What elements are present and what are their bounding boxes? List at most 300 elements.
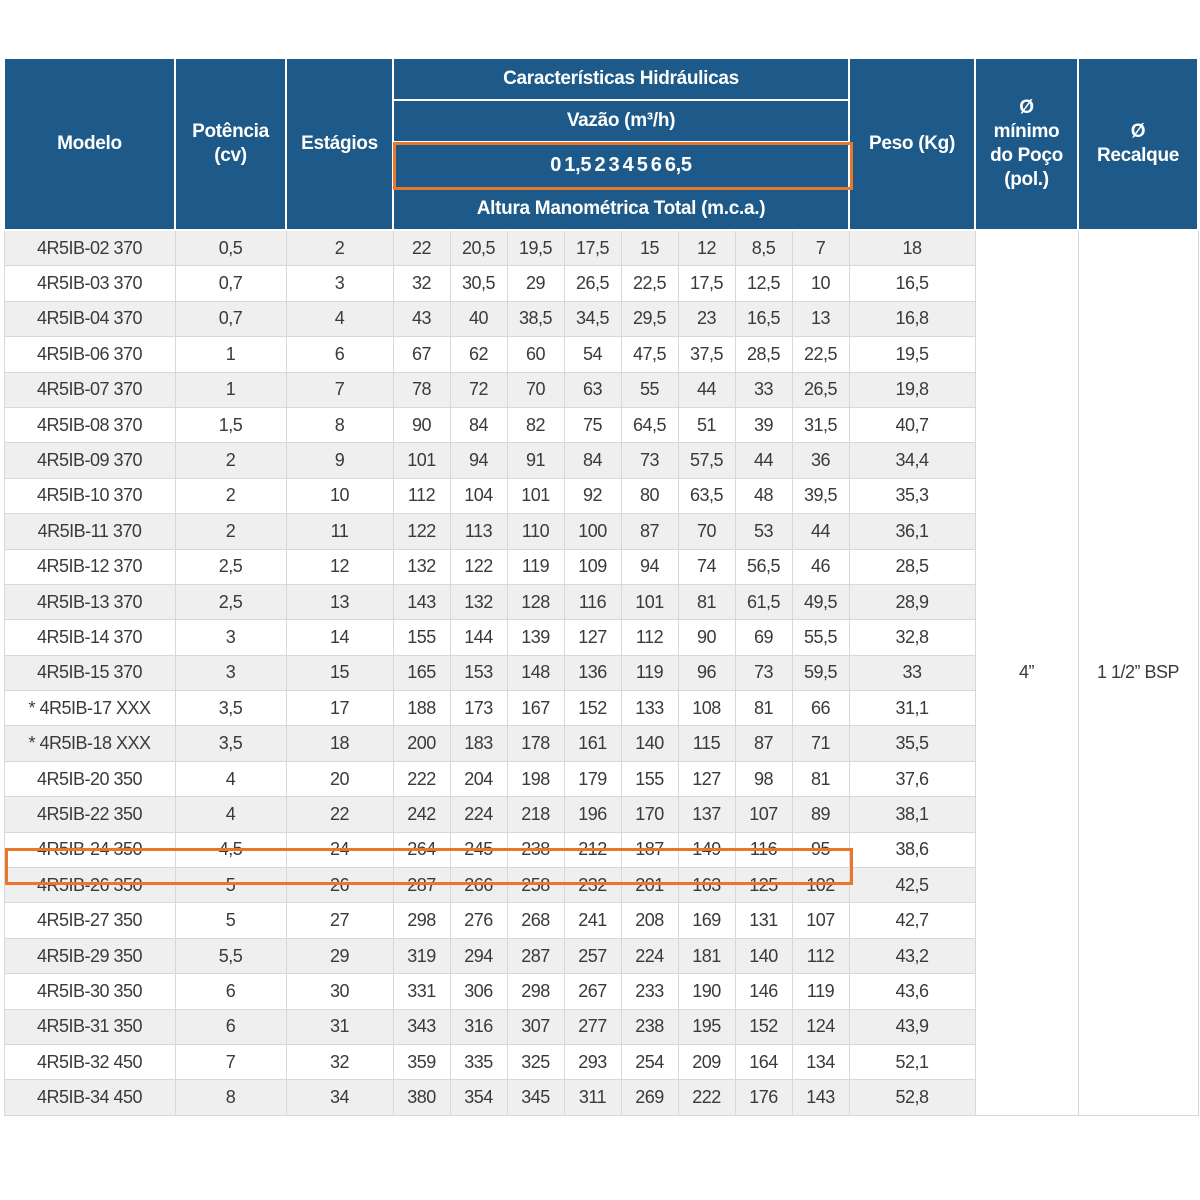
cell-power: 4 — [175, 761, 286, 796]
cell-head: 354 — [450, 1080, 507, 1115]
cell-head: 267 — [564, 974, 621, 1009]
cell-head: 155 — [393, 620, 450, 655]
cell-head: 140 — [735, 938, 792, 973]
cell-head: 55,5 — [792, 620, 849, 655]
cell-head: 149 — [678, 832, 735, 867]
cell-head: 70 — [678, 514, 735, 549]
cell-head: 73 — [735, 655, 792, 690]
cell-head: 47,5 — [621, 337, 678, 372]
cell-head: 155 — [621, 761, 678, 796]
cell-head: 343 — [393, 1009, 450, 1044]
cell-power: 6 — [175, 974, 286, 1009]
cell-head: 101 — [507, 478, 564, 513]
cell-model: 4R5IB-07 370 — [4, 372, 175, 407]
cell-weight: 38,6 — [849, 832, 975, 867]
pump-spec-table — [3, 57, 1199, 1116]
cell-head: 16,5 — [735, 301, 792, 336]
cell-weight: 32,8 — [849, 620, 975, 655]
cell-head: 82 — [507, 407, 564, 442]
table-row — [4, 230, 1198, 266]
cell-head: 31,5 — [792, 407, 849, 442]
cell-power: 2,5 — [175, 549, 286, 584]
cell-head: 222 — [393, 761, 450, 796]
cell-head: 200 — [393, 726, 450, 761]
cell-power: 1 — [175, 372, 286, 407]
cell-head: 146 — [735, 974, 792, 1009]
cell-head: 13 — [792, 301, 849, 336]
cell-weight: 19,8 — [849, 372, 975, 407]
cell-head: 44 — [735, 443, 792, 478]
cell-power: 4 — [175, 797, 286, 832]
cell-power: 6 — [175, 1009, 286, 1044]
cell-head: 319 — [393, 938, 450, 973]
cell-head: 62 — [450, 337, 507, 372]
cell-head: 74 — [678, 549, 735, 584]
cell-head: 242 — [393, 797, 450, 832]
cell-head: 188 — [393, 691, 450, 726]
cell-head: 69 — [735, 620, 792, 655]
cell-weight: 52,1 — [849, 1044, 975, 1079]
cell-stages: 14 — [286, 620, 393, 655]
header-discharge-line2: Recalque — [1096, 145, 1180, 166]
cell-head: 30,5 — [450, 266, 507, 301]
cell-head: 143 — [792, 1080, 849, 1115]
cell-head: 26,5 — [792, 372, 849, 407]
cell-model: 4R5IB-27 350 — [4, 903, 175, 938]
cell-model: 4R5IB-02 370 — [4, 230, 175, 266]
cell-head: 170 — [621, 797, 678, 832]
cell-head: 54 — [564, 337, 621, 372]
cell-weight: 28,5 — [849, 549, 975, 584]
cell-head: 98 — [735, 761, 792, 796]
cell-stages: 26 — [286, 868, 393, 903]
cell-head: 70 — [507, 372, 564, 407]
cell-stages: 31 — [286, 1009, 393, 1044]
header-stages: Estágios — [286, 58, 393, 230]
cell-weight: 34,4 — [849, 443, 975, 478]
cell-power: 2,5 — [175, 584, 286, 619]
cell-head: 190 — [678, 974, 735, 1009]
cell-head: 173 — [450, 691, 507, 726]
cell-head: 116 — [735, 832, 792, 867]
cell-head: 63,5 — [678, 478, 735, 513]
cell-head: 78 — [393, 372, 450, 407]
cell-head: 152 — [564, 691, 621, 726]
cell-head: 57,5 — [678, 443, 735, 478]
header-well-line1: Ø — [1019, 97, 1034, 118]
cell-head: 15 — [621, 230, 678, 266]
cell-power: 5 — [175, 903, 286, 938]
cell-head: 39 — [735, 407, 792, 442]
cell-head: 10 — [792, 266, 849, 301]
cell-head: 125 — [735, 868, 792, 903]
cell-power: 3 — [175, 620, 286, 655]
cell-head: 276 — [450, 903, 507, 938]
cell-power: 2 — [175, 514, 286, 549]
cell-head: 20,5 — [450, 230, 507, 266]
cell-head: 90 — [393, 407, 450, 442]
cell-head: 22,5 — [792, 337, 849, 372]
cell-head: 169 — [678, 903, 735, 938]
cell-stages: 9 — [286, 443, 393, 478]
cell-weight: 31,1 — [849, 691, 975, 726]
cell-head: 331 — [393, 974, 450, 1009]
cell-model: 4R5IB-10 370 — [4, 478, 175, 513]
cell-head: 119 — [792, 974, 849, 1009]
cell-head: 81 — [792, 761, 849, 796]
cell-head: 23 — [678, 301, 735, 336]
cell-head: 204 — [450, 761, 507, 796]
cell-head: 132 — [450, 584, 507, 619]
cell-head: 143 — [393, 584, 450, 619]
cell-model: 4R5IB-08 370 — [4, 407, 175, 442]
cell-head: 224 — [450, 797, 507, 832]
cell-head: 12,5 — [735, 266, 792, 301]
cell-model: * 4R5IB-17 XXX — [4, 691, 175, 726]
header-well-line2: mínimo — [993, 121, 1060, 142]
cell-stages: 4 — [286, 301, 393, 336]
cell-weight: 37,6 — [849, 761, 975, 796]
cell-model: 4R5IB-15 370 — [4, 655, 175, 690]
cell-head: 22 — [393, 230, 450, 266]
cell-head: 164 — [735, 1044, 792, 1079]
cell-head: 32 — [393, 266, 450, 301]
cell-head: 94 — [450, 443, 507, 478]
cell-well-diameter: 4” — [975, 230, 1078, 1115]
cell-head: 212 — [564, 832, 621, 867]
cell-weight: 35,3 — [849, 478, 975, 513]
cell-head: 325 — [507, 1044, 564, 1079]
cell-head: 201 — [621, 868, 678, 903]
cell-head: 112 — [393, 478, 450, 513]
cell-head: 112 — [621, 620, 678, 655]
cell-head: 179 — [564, 761, 621, 796]
cell-stages: 34 — [286, 1080, 393, 1115]
cell-power: 5 — [175, 868, 286, 903]
cell-stages: 2 — [286, 230, 393, 266]
cell-head: 119 — [507, 549, 564, 584]
cell-head: 133 — [621, 691, 678, 726]
cell-head: 209 — [678, 1044, 735, 1079]
cell-head: 165 — [393, 655, 450, 690]
cell-head: 268 — [507, 903, 564, 938]
cell-head: 161 — [564, 726, 621, 761]
header-discharge-line1: Ø — [1130, 121, 1146, 142]
cell-head: 137 — [678, 797, 735, 832]
table-header — [4, 58, 1198, 230]
cell-model: 4R5IB-24 350 — [4, 832, 175, 867]
cell-stages: 12 — [286, 549, 393, 584]
cell-head: 134 — [792, 1044, 849, 1079]
cell-stages: 29 — [286, 938, 393, 973]
cell-weight: 16,8 — [849, 301, 975, 336]
cell-head: 167 — [507, 691, 564, 726]
cell-head: 29 — [507, 266, 564, 301]
cell-head: 380 — [393, 1080, 450, 1115]
cell-head: 44 — [678, 372, 735, 407]
cell-head: 232 — [564, 868, 621, 903]
cell-head: 140 — [621, 726, 678, 761]
cell-head: 218 — [507, 797, 564, 832]
cell-head: 102 — [792, 868, 849, 903]
cell-stages: 17 — [286, 691, 393, 726]
cell-head: 87 — [735, 726, 792, 761]
cell-head: 53 — [735, 514, 792, 549]
cell-head: 163 — [678, 868, 735, 903]
header-weight: Peso (Kg) — [849, 58, 975, 230]
header-hydraulic: Características Hidráulicas — [393, 58, 849, 100]
cell-stages: 13 — [286, 584, 393, 619]
cell-model: 4R5IB-14 370 — [4, 620, 175, 655]
cell-head: 122 — [450, 549, 507, 584]
cell-weight: 40,7 — [849, 407, 975, 442]
cell-weight: 52,8 — [849, 1080, 975, 1115]
cell-head: 127 — [564, 620, 621, 655]
cell-weight: 35,5 — [849, 726, 975, 761]
cell-head: 73 — [621, 443, 678, 478]
cell-head: 316 — [450, 1009, 507, 1044]
cell-head: 22,5 — [621, 266, 678, 301]
cell-head: 17,5 — [678, 266, 735, 301]
cell-head: 59,5 — [792, 655, 849, 690]
cell-head: 241 — [564, 903, 621, 938]
cell-head: 258 — [507, 868, 564, 903]
cell-head: 75 — [564, 407, 621, 442]
cell-head: 87 — [621, 514, 678, 549]
cell-power: 2 — [175, 478, 286, 513]
cell-head: 80 — [621, 478, 678, 513]
cell-head: 257 — [564, 938, 621, 973]
cell-head: 195 — [678, 1009, 735, 1044]
cell-weight: 28,9 — [849, 584, 975, 619]
cell-power: 3 — [175, 655, 286, 690]
cell-head: 84 — [564, 443, 621, 478]
header-discharge — [1078, 58, 1198, 230]
cell-head: 148 — [507, 655, 564, 690]
cell-head: 96 — [678, 655, 735, 690]
cell-stages: 7 — [286, 372, 393, 407]
cell-head: 335 — [450, 1044, 507, 1079]
cell-head: 33 — [735, 372, 792, 407]
cell-head: 113 — [450, 514, 507, 549]
cell-head: 198 — [507, 761, 564, 796]
cell-head: 287 — [393, 868, 450, 903]
cell-head: 224 — [621, 938, 678, 973]
cell-head: 46 — [792, 549, 849, 584]
cell-head: 89 — [792, 797, 849, 832]
cell-head: 222 — [678, 1080, 735, 1115]
cell-head: 108 — [678, 691, 735, 726]
cell-power: 7 — [175, 1044, 286, 1079]
cell-head: 81 — [678, 584, 735, 619]
cell-head: 66 — [792, 691, 849, 726]
cell-head: 92 — [564, 478, 621, 513]
cell-head: 17,5 — [564, 230, 621, 266]
cell-model: 4R5IB-34 450 — [4, 1080, 175, 1115]
cell-head: 116 — [564, 584, 621, 619]
cell-head: 43 — [393, 301, 450, 336]
cell-head: 49,5 — [792, 584, 849, 619]
cell-weight: 42,5 — [849, 868, 975, 903]
cell-head: 36 — [792, 443, 849, 478]
cell-head: 132 — [393, 549, 450, 584]
cell-power: 8 — [175, 1080, 286, 1115]
header-well-diameter — [975, 58, 1078, 230]
cell-head: 266 — [450, 868, 507, 903]
table-body — [4, 230, 1198, 1115]
cell-head: 38,5 — [507, 301, 564, 336]
cell-power: 0,7 — [175, 301, 286, 336]
cell-head: 40 — [450, 301, 507, 336]
cell-head: 306 — [450, 974, 507, 1009]
cell-head: 144 — [450, 620, 507, 655]
cell-head: 127 — [678, 761, 735, 796]
cell-model: * 4R5IB-18 XXX — [4, 726, 175, 761]
cell-head: 95 — [792, 832, 849, 867]
cell-weight: 43,2 — [849, 938, 975, 973]
cell-head: 60 — [507, 337, 564, 372]
cell-stages: 8 — [286, 407, 393, 442]
cell-stages: 6 — [286, 337, 393, 372]
cell-model: 4R5IB-12 370 — [4, 549, 175, 584]
cell-model: 4R5IB-20 350 — [4, 761, 175, 796]
header-flow-values: 0 1,5 2 3 4 5 6 6,5 — [393, 142, 849, 188]
cell-model: 4R5IB-22 350 — [4, 797, 175, 832]
cell-head: 233 — [621, 974, 678, 1009]
cell-head: 245 — [450, 832, 507, 867]
cell-stages: 10 — [286, 478, 393, 513]
cell-power: 4,5 — [175, 832, 286, 867]
cell-head: 287 — [507, 938, 564, 973]
cell-head: 187 — [621, 832, 678, 867]
cell-weight: 43,6 — [849, 974, 975, 1009]
cell-stages: 15 — [286, 655, 393, 690]
cell-weight: 38,1 — [849, 797, 975, 832]
cell-head: 110 — [507, 514, 564, 549]
cell-head: 359 — [393, 1044, 450, 1079]
cell-head: 112 — [792, 938, 849, 973]
cell-head: 61,5 — [735, 584, 792, 619]
cell-weight: 42,7 — [849, 903, 975, 938]
cell-head: 345 — [507, 1080, 564, 1115]
cell-head: 51 — [678, 407, 735, 442]
cell-head: 29,5 — [621, 301, 678, 336]
cell-head: 152 — [735, 1009, 792, 1044]
cell-head: 208 — [621, 903, 678, 938]
cell-head: 104 — [450, 478, 507, 513]
cell-head: 293 — [564, 1044, 621, 1079]
cell-head: 119 — [621, 655, 678, 690]
cell-head: 139 — [507, 620, 564, 655]
cell-head: 28,5 — [735, 337, 792, 372]
cell-stages: 22 — [286, 797, 393, 832]
header-power — [175, 58, 286, 230]
cell-head: 181 — [678, 938, 735, 973]
cell-head: 81 — [735, 691, 792, 726]
cell-weight: 43,9 — [849, 1009, 975, 1044]
cell-model: 4R5IB-30 350 — [4, 974, 175, 1009]
cell-stages: 27 — [286, 903, 393, 938]
cell-head: 7 — [792, 230, 849, 266]
cell-power: 1 — [175, 337, 286, 372]
cell-head: 67 — [393, 337, 450, 372]
cell-head: 72 — [450, 372, 507, 407]
cell-power: 2 — [175, 443, 286, 478]
cell-stages: 24 — [286, 832, 393, 867]
cell-model: 4R5IB-13 370 — [4, 584, 175, 619]
cell-stages: 20 — [286, 761, 393, 796]
cell-head: 264 — [393, 832, 450, 867]
cell-head: 136 — [564, 655, 621, 690]
cell-stages: 30 — [286, 974, 393, 1009]
cell-head: 307 — [507, 1009, 564, 1044]
cell-power: 3,5 — [175, 691, 286, 726]
cell-head: 238 — [507, 832, 564, 867]
cell-head: 176 — [735, 1080, 792, 1115]
cell-head: 238 — [621, 1009, 678, 1044]
header-total-head: Altura Manométrica Total (m.c.a.) — [393, 188, 849, 230]
cell-head: 196 — [564, 797, 621, 832]
cell-head: 128 — [507, 584, 564, 619]
cell-head: 178 — [507, 726, 564, 761]
cell-head: 101 — [621, 584, 678, 619]
cell-head: 131 — [735, 903, 792, 938]
cell-head: 90 — [678, 620, 735, 655]
cell-head: 101 — [393, 443, 450, 478]
cell-head: 107 — [735, 797, 792, 832]
header-well-line4: (pol.) — [1004, 169, 1049, 190]
cell-head: 94 — [621, 549, 678, 584]
cell-weight: 16,5 — [849, 266, 975, 301]
cell-weight: 33 — [849, 655, 975, 690]
cell-model: 4R5IB-06 370 — [4, 337, 175, 372]
header-model: Modelo — [4, 58, 175, 230]
cell-head: 294 — [450, 938, 507, 973]
cell-weight: 18 — [849, 230, 975, 266]
cell-power: 5,5 — [175, 938, 286, 973]
cell-weight: 36,1 — [849, 514, 975, 549]
cell-head: 8,5 — [735, 230, 792, 266]
cell-head: 34,5 — [564, 301, 621, 336]
cell-power: 3,5 — [175, 726, 286, 761]
cell-head: 298 — [393, 903, 450, 938]
cell-power: 0,5 — [175, 230, 286, 266]
cell-head: 115 — [678, 726, 735, 761]
cell-discharge: 1 1/2” BSP — [1078, 230, 1198, 1115]
cell-head: 63 — [564, 372, 621, 407]
header-flow: Vazão (m³/h) — [393, 100, 849, 142]
cell-head: 71 — [792, 726, 849, 761]
cell-model: 4R5IB-11 370 — [4, 514, 175, 549]
cell-head: 64,5 — [621, 407, 678, 442]
cell-head: 55 — [621, 372, 678, 407]
cell-power: 0,7 — [175, 266, 286, 301]
cell-head: 37,5 — [678, 337, 735, 372]
cell-head: 100 — [564, 514, 621, 549]
cell-model: 4R5IB-32 450 — [4, 1044, 175, 1079]
cell-head: 26,5 — [564, 266, 621, 301]
cell-head: 124 — [792, 1009, 849, 1044]
cell-model: 4R5IB-29 350 — [4, 938, 175, 973]
cell-stages: 3 — [286, 266, 393, 301]
cell-head: 153 — [450, 655, 507, 690]
cell-stages: 11 — [286, 514, 393, 549]
cell-power: 1,5 — [175, 407, 286, 442]
cell-model: 4R5IB-26 350 — [4, 868, 175, 903]
cell-head: 48 — [735, 478, 792, 513]
cell-head: 109 — [564, 549, 621, 584]
header-well-line3: do Poço — [990, 145, 1063, 166]
